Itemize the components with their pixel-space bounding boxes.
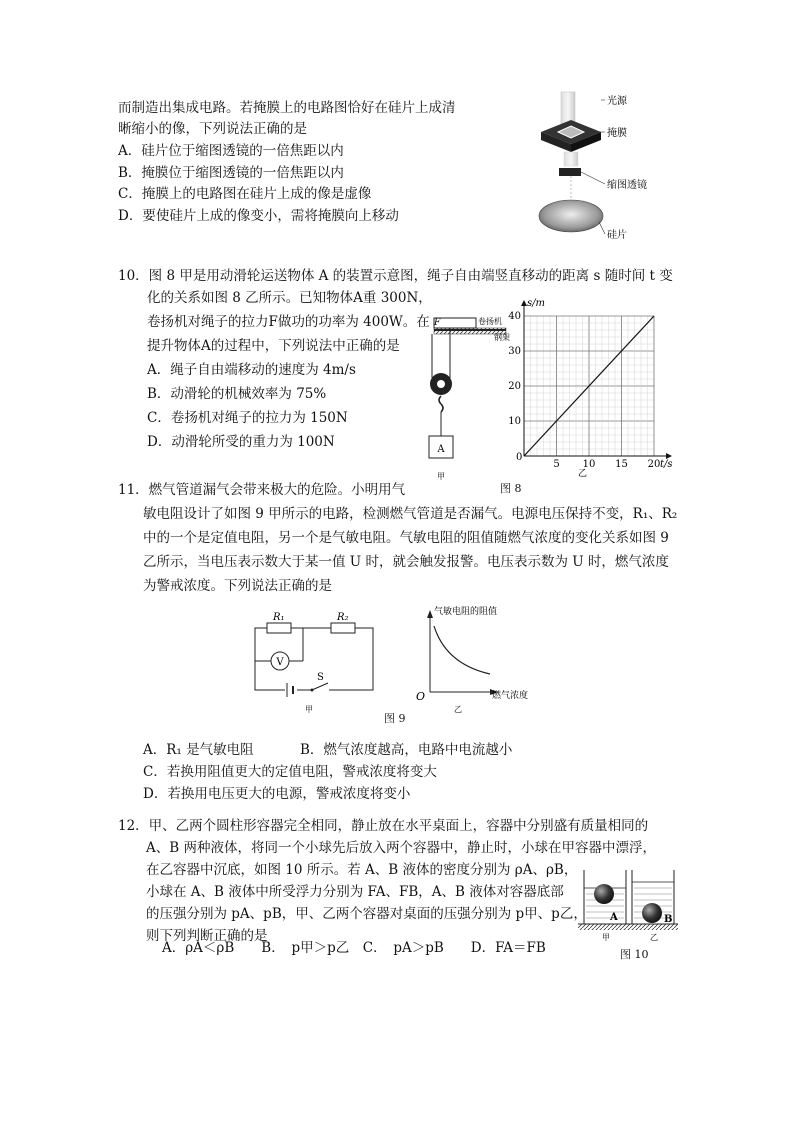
curve-x-label: 燃气浓度 — [492, 691, 529, 701]
q11-stem: 11．燃气管道漏气会带来极大的危险。小明用气 — [118, 482, 406, 498]
r2-label: R₂ — [337, 612, 349, 623]
y-tick-label: 10 — [508, 416, 521, 427]
resistance-curve — [412, 604, 572, 716]
figure-10-caption: 图 10 — [620, 948, 649, 961]
q12-line: 在乙容器中沉底，如图 10 所示。若 A、B 液体的密度分别为 ρA、ρB， — [146, 862, 578, 878]
q10-line: 卷扬机对绳子的拉力F做功的功率为 400W。在 — [147, 314, 430, 330]
voltmeter-label: V — [276, 657, 284, 668]
figure-9-caption: 图 9 — [384, 712, 406, 725]
lens-label: 缩图透镜 — [607, 180, 647, 191]
y-tick-label: 30 — [508, 346, 521, 357]
fig9-yi-label: 乙 — [454, 705, 462, 714]
ball-in-jia — [594, 884, 614, 904]
x-tick-label: 5 — [553, 459, 560, 470]
q10-option-a: A．绳子自由端移动的速度为 4m/s — [147, 362, 356, 378]
q11-line: 乙所示，当电压表示数大于某一值 U 时，就会触发报警。电压表示数为 U 时，燃气浓度 — [143, 554, 669, 570]
s-t-chart — [500, 298, 690, 478]
q10-option-c: C．卷扬机对绳子的拉力为 150N — [147, 410, 348, 426]
winch-label: 卷扬机 — [478, 317, 502, 326]
x-tick-label: 10 — [582, 459, 596, 470]
q12-line: 小球在 A、B 液体中所受浮力分别为 FA、FB，A、B 液体对容器底部 — [146, 884, 564, 900]
x-axis-label: t/s — [660, 459, 673, 470]
lithography-figure — [525, 88, 685, 248]
wafer-disk — [539, 200, 603, 232]
q9-line: 晰缩小的像，下列说法正确的是 — [118, 121, 307, 137]
curve-y-label: 气敏电阻的阻值 — [434, 607, 498, 617]
table-surface — [578, 924, 678, 930]
switch-label: S — [317, 672, 324, 683]
figure-8-caption: 图 8 — [500, 482, 522, 495]
y-tick-label: 40 — [508, 311, 521, 322]
resistance-curve-line — [434, 626, 490, 674]
q9-option-b: B．掩膜位于缩图透镜的一倍焦距以内 — [118, 165, 344, 181]
q11-line: 为警戒浓度。下列说法正确的是 — [143, 578, 332, 594]
q11-line: 中的一个是定值电阻，另一个是气敏电阻。气敏电阻的阻值随燃气浓度的变化关系如图 9 — [143, 530, 669, 546]
light-source-label: 光源 — [607, 96, 627, 107]
q10-option-b: B．动滑轮的机械效率为 75% — [147, 386, 327, 402]
y-tick-label: 20 — [508, 381, 521, 392]
force-label: F — [434, 318, 441, 328]
liquid-b-label: B — [664, 914, 673, 925]
lens-block — [559, 168, 581, 176]
q12-line: 的压强分别为 pA、pB，甲、乙两个容器对桌面的压强分别为 p甲、p乙， — [146, 906, 587, 922]
q11-option-b: B．燃气浓度越高，电路中电流越小 — [300, 742, 513, 758]
fig10-yi-label: 乙 — [650, 933, 658, 942]
winch — [434, 318, 476, 328]
fig8-jia-label: 甲 — [437, 472, 445, 480]
frame-label: 钢架 — [494, 333, 510, 342]
q10-line: 化的关系如图 8 乙所示。已知物体A重 300N， — [147, 290, 432, 306]
q9-option-a: A．硅片位于缩图透镜的一倍焦距以内 — [118, 143, 344, 159]
liquid-a-label: A — [610, 912, 618, 923]
x-tick-label: 20 — [647, 459, 661, 470]
x-tick-label: 15 — [615, 459, 628, 470]
ball-in-yi — [642, 903, 662, 923]
r1-label: R₁ — [273, 612, 285, 623]
q10-line: 提升物体A的过程中，下列说法中正确的是 — [147, 338, 400, 354]
wafer-label: 硅片 — [607, 230, 627, 241]
q11-line: 敏电阻设计了如图 9 甲所示的电路，检测燃气管道是否漏气。电源电压保持不变，R₁、R₂ — [143, 506, 678, 522]
fig10-jia-label: 甲 — [602, 933, 610, 942]
q10-option-d: D．动滑轮所受的重力为 100N — [147, 434, 335, 450]
q9-option-d: D．要使硅片上成的像变小，需将掩膜向上移动 — [118, 208, 399, 224]
q11-option-c: C．若换用阻值更大的定值电阻，警戒浓度将变大 — [143, 764, 437, 780]
fig9-jia-label: 甲 — [305, 705, 313, 713]
q12-options: A．ρA＜ρB B． p甲＞p乙 C． pA＞pB D．FA＝FB — [162, 940, 546, 956]
fig8-yi-label: 乙 — [578, 469, 588, 478]
q9-option-c: C．掩膜上的电路图在硅片上成的像是虚像 — [118, 186, 372, 202]
containers-figure — [574, 864, 684, 944]
curve-origin: O — [416, 690, 426, 703]
q12-line: 则下列判断正确的是 — [146, 928, 268, 944]
q12-line: A、B 两种液体，将同一个小球先后放入两个容器中，静止时，小球在甲容器中漂浮， — [146, 840, 656, 856]
q9-line: 而制造出集成电路。若掩膜上的电路图恰好在硅片上成清 — [118, 100, 456, 116]
q12-stem: 12．甲、乙两个圆柱形容器完全相同，静止放在水平桌面上，容器中分别盛有质量相同的 — [118, 818, 649, 834]
mask-label: 掩膜 — [607, 128, 627, 139]
q10-stem: 10．图 8 甲是用动滑轮运送物体 A 的装置示意图，绳子自由端竖直移动的距离 s 随时间 t 变 — [118, 268, 673, 284]
y-axis-label: s/m — [527, 298, 545, 309]
resistor-r2 — [331, 623, 355, 633]
q11-option-d: D．若换用电压更大的电源，警戒浓度将变小 — [143, 786, 411, 802]
object-a-label: A — [437, 444, 445, 455]
resistor-r1 — [267, 623, 291, 633]
chart-origin-label: 0 — [516, 452, 523, 463]
q11-option-a: A．R₁ 是气敏电阻 — [143, 742, 254, 758]
circuit-figure — [245, 608, 385, 713]
